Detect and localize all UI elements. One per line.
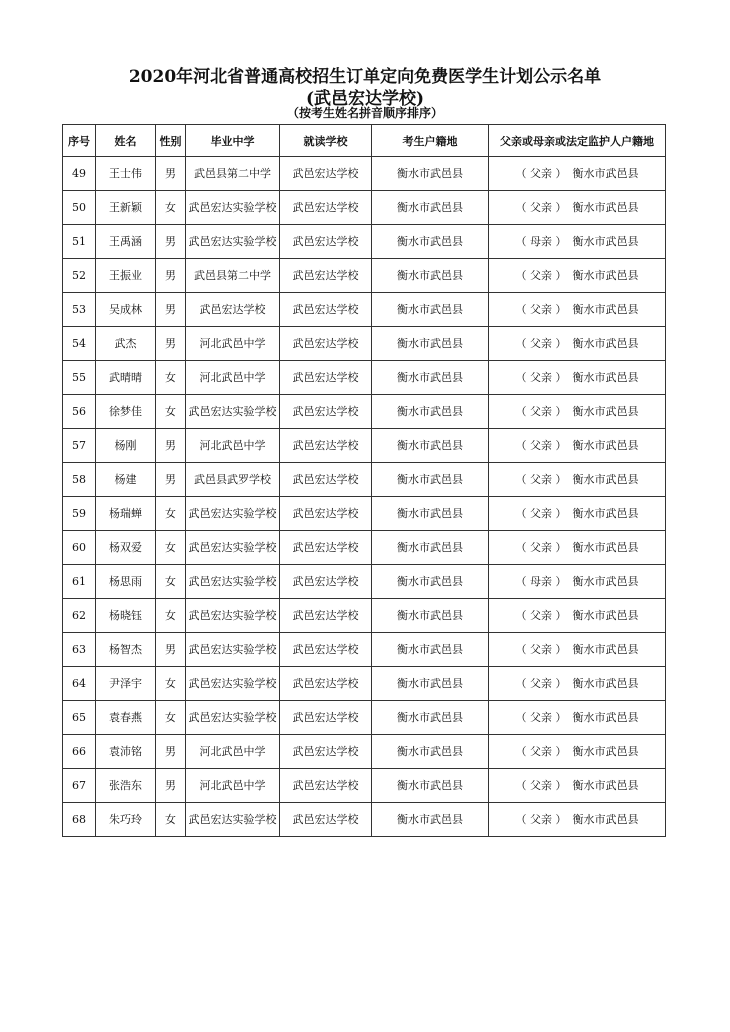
- cell-guardian-domicile: [489, 531, 666, 565]
- guardian-relation: （ 父亲 ）: [515, 779, 567, 792]
- cell-domicile: 衡水市武邑县: [372, 429, 489, 463]
- cell-current-school: 武邑宏达学校: [280, 667, 372, 701]
- cell-name: 杨瑞蝉: [96, 497, 156, 531]
- cell-grad-school: 河北武邑中学: [186, 327, 280, 361]
- table-header-row: [63, 125, 666, 157]
- table-row: [63, 361, 666, 395]
- cell-grad-school: 武邑宏达实验学校: [186, 225, 280, 259]
- cell-domicile: 衡水市武邑县: [372, 327, 489, 361]
- table-row: [63, 327, 666, 361]
- guardian-domicile-place: 衡水市武邑县: [572, 779, 639, 792]
- cell-gender: 女: [156, 361, 186, 395]
- table-row: [63, 531, 666, 565]
- cell-grad-school: 武邑宏达实验学校: [186, 531, 280, 565]
- cell-gender: 男: [156, 735, 186, 769]
- cell-domicile: 衡水市武邑县: [372, 191, 489, 225]
- cell-no: 58: [63, 463, 96, 497]
- guardian-domicile-place: 衡水市武邑县: [572, 235, 639, 248]
- cell-no: 64: [63, 667, 96, 701]
- col-header-name: 姓名: [96, 125, 156, 157]
- cell-grad-school: 河北武邑中学: [186, 361, 280, 395]
- guardian-relation: （ 父亲 ）: [515, 303, 567, 316]
- table-row: [63, 191, 666, 225]
- cell-name: 吴成林: [96, 293, 156, 327]
- cell-grad-school: 武邑宏达实验学校: [186, 803, 280, 837]
- cell-gender: 女: [156, 497, 186, 531]
- col-header-grad-school: 毕业中学: [186, 125, 280, 157]
- guardian-domicile-place: 衡水市武邑县: [572, 643, 639, 656]
- cell-current-school: 武邑宏达学校: [280, 803, 372, 837]
- cell-grad-school: 武邑宏达学校: [186, 293, 280, 327]
- cell-no: 50: [63, 191, 96, 225]
- table-row: [63, 667, 666, 701]
- cell-current-school: 武邑宏达学校: [280, 463, 372, 497]
- student-roster-table: [62, 124, 666, 837]
- guardian-relation: （ 父亲 ）: [515, 711, 567, 724]
- cell-name: 王新颖: [96, 191, 156, 225]
- table-row: [63, 497, 666, 531]
- cell-gender: 男: [156, 225, 186, 259]
- guardian-domicile-place: 衡水市武邑县: [572, 371, 639, 384]
- cell-current-school: 武邑宏达学校: [280, 327, 372, 361]
- cell-domicile: 衡水市武邑县: [372, 157, 489, 191]
- cell-guardian-domicile: [489, 361, 666, 395]
- table-row: [63, 599, 666, 633]
- cell-grad-school: 河北武邑中学: [186, 769, 280, 803]
- cell-no: 57: [63, 429, 96, 463]
- cell-current-school: 武邑宏达学校: [280, 701, 372, 735]
- cell-gender: 男: [156, 259, 186, 293]
- cell-guardian-domicile: [489, 293, 666, 327]
- cell-no: 62: [63, 599, 96, 633]
- cell-name: 武杰: [96, 327, 156, 361]
- cell-domicile: 衡水市武邑县: [372, 769, 489, 803]
- cell-domicile: 衡水市武邑县: [372, 259, 489, 293]
- col-header-current-school: 就读学校: [280, 125, 372, 157]
- guardian-relation: （ 父亲 ）: [515, 609, 567, 622]
- cell-gender: 男: [156, 463, 186, 497]
- cell-no: 54: [63, 327, 96, 361]
- cell-name: 徐梦佳: [96, 395, 156, 429]
- cell-name: 王禹涵: [96, 225, 156, 259]
- cell-grad-school: 武邑宏达实验学校: [186, 497, 280, 531]
- guardian-relation: （ 父亲 ）: [515, 439, 567, 452]
- cell-guardian-domicile: [489, 735, 666, 769]
- cell-domicile: 衡水市武邑县: [372, 225, 489, 259]
- cell-gender: 女: [156, 701, 186, 735]
- cell-gender: 男: [156, 633, 186, 667]
- guardian-domicile-place: 衡水市武邑县: [572, 575, 639, 588]
- cell-no: 68: [63, 803, 96, 837]
- cell-name: 袁春燕: [96, 701, 156, 735]
- cell-no: 59: [63, 497, 96, 531]
- sort-note: （按考生姓名拼音顺序排序）: [286, 106, 443, 120]
- table-row: [63, 429, 666, 463]
- cell-guardian-domicile: [489, 259, 666, 293]
- cell-guardian-domicile: [489, 701, 666, 735]
- cell-gender: 女: [156, 395, 186, 429]
- cell-guardian-domicile: [489, 395, 666, 429]
- guardian-relation: （ 父亲 ）: [515, 541, 567, 554]
- cell-current-school: 武邑宏达学校: [280, 361, 372, 395]
- cell-domicile: 衡水市武邑县: [372, 735, 489, 769]
- cell-domicile: 衡水市武邑县: [372, 395, 489, 429]
- cell-domicile: 衡水市武邑县: [372, 599, 489, 633]
- cell-no: 51: [63, 225, 96, 259]
- guardian-relation: （ 父亲 ）: [515, 745, 567, 758]
- table-row: [63, 701, 666, 735]
- cell-no: 61: [63, 565, 96, 599]
- cell-guardian-domicile: [489, 497, 666, 531]
- table-row: [63, 735, 666, 769]
- table-row: [63, 293, 666, 327]
- school-subtitle: (武邑宏达学校): [305, 89, 425, 109]
- cell-name: 袁沛铭: [96, 735, 156, 769]
- guardian-domicile-place: 衡水市武邑县: [572, 337, 639, 350]
- cell-grad-school: 武邑宏达实验学校: [186, 565, 280, 599]
- guardian-domicile-place: 衡水市武邑县: [572, 711, 639, 724]
- cell-current-school: 武邑宏达学校: [280, 429, 372, 463]
- cell-no: 63: [63, 633, 96, 667]
- table-row: [63, 157, 666, 191]
- cell-current-school: 武邑宏达学校: [280, 531, 372, 565]
- cell-gender: 女: [156, 191, 186, 225]
- cell-name: 王士伟: [96, 157, 156, 191]
- cell-current-school: 武邑宏达学校: [280, 259, 372, 293]
- guardian-domicile-place: 衡水市武邑县: [572, 439, 639, 452]
- cell-name: 杨建: [96, 463, 156, 497]
- guardian-domicile-place: 衡水市武邑县: [572, 201, 639, 214]
- cell-name: 杨智杰: [96, 633, 156, 667]
- cell-grad-school: 武邑宏达实验学校: [186, 633, 280, 667]
- table-row: [63, 259, 666, 293]
- cell-gender: 女: [156, 565, 186, 599]
- col-header-no: 序号: [63, 125, 96, 157]
- cell-gender: 男: [156, 157, 186, 191]
- cell-current-school: 武邑宏达学校: [280, 497, 372, 531]
- table-row: [63, 395, 666, 429]
- guardian-relation: （ 父亲 ）: [515, 643, 567, 656]
- cell-name: 武晴晴: [96, 361, 156, 395]
- cell-no: 52: [63, 259, 96, 293]
- cell-current-school: 武邑宏达学校: [280, 735, 372, 769]
- guardian-relation: （ 母亲 ）: [515, 575, 567, 588]
- col-header-gender: 性别: [156, 125, 186, 157]
- cell-current-school: 武邑宏达学校: [280, 395, 372, 429]
- cell-no: 60: [63, 531, 96, 565]
- guardian-domicile-place: 衡水市武邑县: [572, 303, 639, 316]
- cell-name: 朱巧玲: [96, 803, 156, 837]
- cell-gender: 男: [156, 429, 186, 463]
- table-row: [63, 463, 666, 497]
- cell-guardian-domicile: [489, 327, 666, 361]
- table-row: [63, 565, 666, 599]
- guardian-relation: （ 父亲 ）: [515, 677, 567, 690]
- cell-guardian-domicile: [489, 157, 666, 191]
- table-row: [63, 225, 666, 259]
- cell-domicile: 衡水市武邑县: [372, 803, 489, 837]
- guardian-domicile-place: 衡水市武邑县: [572, 745, 639, 758]
- cell-guardian-domicile: [489, 667, 666, 701]
- cell-grad-school: 武邑县第二中学: [186, 157, 280, 191]
- cell-no: 67: [63, 769, 96, 803]
- guardian-domicile-place: 衡水市武邑县: [572, 677, 639, 690]
- cell-name: 尹泽宇: [96, 667, 156, 701]
- cell-guardian-domicile: [489, 599, 666, 633]
- cell-name: 杨刚: [96, 429, 156, 463]
- cell-gender: 女: [156, 531, 186, 565]
- cell-current-school: 武邑宏达学校: [280, 157, 372, 191]
- cell-grad-school: 武邑宏达实验学校: [186, 599, 280, 633]
- cell-no: 66: [63, 735, 96, 769]
- cell-no: 55: [63, 361, 96, 395]
- cell-gender: 男: [156, 293, 186, 327]
- guardian-relation: （ 父亲 ）: [515, 269, 567, 282]
- cell-grad-school: 武邑宏达实验学校: [186, 667, 280, 701]
- guardian-relation: （ 母亲 ）: [515, 235, 567, 248]
- guardian-relation: （ 父亲 ）: [515, 507, 567, 520]
- guardian-relation: （ 父亲 ）: [515, 201, 567, 214]
- table-row: [63, 633, 666, 667]
- cell-domicile: 衡水市武邑县: [372, 463, 489, 497]
- cell-no: 56: [63, 395, 96, 429]
- cell-domicile: 衡水市武邑县: [372, 361, 489, 395]
- cell-guardian-domicile: [489, 565, 666, 599]
- guardian-relation: （ 父亲 ）: [515, 167, 567, 180]
- guardian-domicile-place: 衡水市武邑县: [572, 813, 639, 826]
- cell-domicile: 衡水市武邑县: [372, 293, 489, 327]
- cell-gender: 女: [156, 667, 186, 701]
- cell-gender: 女: [156, 599, 186, 633]
- col-header-guardian-domicile: 父亲或母亲或法定监护人户籍地: [489, 125, 666, 157]
- table-row: [63, 769, 666, 803]
- cell-current-school: 武邑宏达学校: [280, 225, 372, 259]
- cell-current-school: 武邑宏达学校: [280, 769, 372, 803]
- cell-no: 53: [63, 293, 96, 327]
- cell-guardian-domicile: [489, 633, 666, 667]
- cell-guardian-domicile: [489, 803, 666, 837]
- cell-guardian-domicile: [489, 191, 666, 225]
- guardian-domicile-place: 衡水市武邑县: [572, 269, 639, 282]
- cell-grad-school: 武邑宏达实验学校: [186, 701, 280, 735]
- cell-name: 张浩东: [96, 769, 156, 803]
- cell-domicile: 衡水市武邑县: [372, 531, 489, 565]
- guardian-domicile-place: 衡水市武邑县: [572, 405, 639, 418]
- guardian-relation: （ 父亲 ）: [515, 473, 567, 486]
- cell-name: 杨双爱: [96, 531, 156, 565]
- cell-current-school: 武邑宏达学校: [280, 191, 372, 225]
- guardian-relation: （ 父亲 ）: [515, 337, 567, 350]
- cell-name: 杨晓钰: [96, 599, 156, 633]
- cell-current-school: 武邑宏达学校: [280, 293, 372, 327]
- guardian-domicile-place: 衡水市武邑县: [572, 609, 639, 622]
- cell-grad-school: 河北武邑中学: [186, 735, 280, 769]
- guardian-relation: （ 父亲 ）: [515, 371, 567, 384]
- cell-domicile: 衡水市武邑县: [372, 667, 489, 701]
- table-row: [63, 803, 666, 837]
- guardian-domicile-place: 衡水市武邑县: [572, 167, 639, 180]
- guardian-domicile-place: 衡水市武邑县: [572, 507, 639, 520]
- guardian-relation: （ 父亲 ）: [515, 813, 567, 826]
- cell-guardian-domicile: [489, 225, 666, 259]
- cell-domicile: 衡水市武邑县: [372, 633, 489, 667]
- cell-guardian-domicile: [489, 769, 666, 803]
- cell-grad-school: 武邑县武罗学校: [186, 463, 280, 497]
- cell-domicile: 衡水市武邑县: [372, 701, 489, 735]
- cell-domicile: 衡水市武邑县: [372, 497, 489, 531]
- cell-grad-school: 武邑宏达实验学校: [186, 395, 280, 429]
- cell-guardian-domicile: [489, 429, 666, 463]
- cell-current-school: 武邑宏达学校: [280, 633, 372, 667]
- guardian-domicile-place: 衡水市武邑县: [572, 473, 639, 486]
- cell-current-school: 武邑宏达学校: [280, 565, 372, 599]
- cell-current-school: 武邑宏达学校: [280, 599, 372, 633]
- cell-name: 杨思雨: [96, 565, 156, 599]
- cell-grad-school: 河北武邑中学: [186, 429, 280, 463]
- col-header-domicile: 考生户籍地: [372, 125, 489, 157]
- cell-grad-school: 武邑宏达实验学校: [186, 191, 280, 225]
- cell-gender: 男: [156, 769, 186, 803]
- guardian-relation: （ 父亲 ）: [515, 405, 567, 418]
- cell-no: 49: [63, 157, 96, 191]
- cell-gender: 男: [156, 327, 186, 361]
- page-title: 2020年河北省普通高校招生订单定向免费医学生计划公示名单: [128, 67, 602, 87]
- cell-domicile: 衡水市武邑县: [372, 565, 489, 599]
- cell-guardian-domicile: [489, 463, 666, 497]
- cell-no: 65: [63, 701, 96, 735]
- cell-gender: 女: [156, 803, 186, 837]
- cell-name: 王振业: [96, 259, 156, 293]
- guardian-domicile-place: 衡水市武邑县: [572, 541, 639, 554]
- cell-grad-school: 武邑县第二中学: [186, 259, 280, 293]
